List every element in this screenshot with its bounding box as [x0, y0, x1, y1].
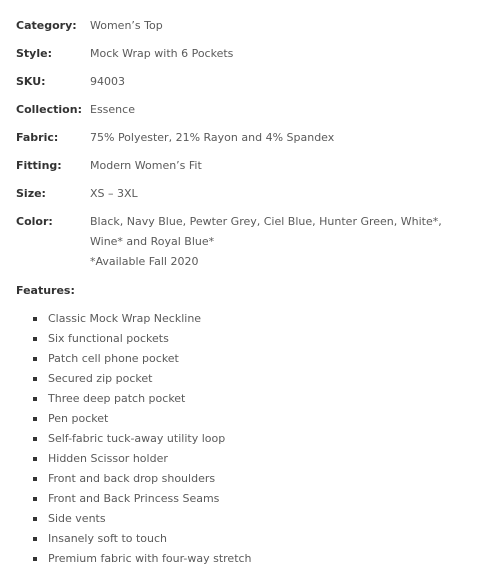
spec-row-color [16, 212, 477, 272]
list-item: Front and Back Princess Seams [33, 489, 252, 509]
bullet-icon [33, 417, 37, 421]
spec-label: Fitting: [16, 159, 62, 172]
spec-value-color [90, 212, 477, 272]
list-item: Secured zip pocket [33, 369, 252, 389]
bullet-icon [33, 557, 37, 561]
list-item: Patch cell phone pocket [33, 349, 252, 369]
bullet-icon [33, 317, 37, 321]
spec-value: 75% Polyester, 21% Rayon and 4% Spandex [90, 131, 335, 144]
spec-row-size [16, 184, 477, 204]
spec-row-category [16, 16, 477, 36]
features-heading: Features: [16, 284, 75, 297]
bullet-icon [33, 337, 37, 341]
spec-label: Color: [16, 215, 53, 228]
spec-row-fabric [16, 128, 477, 148]
spec-label: Fabric: [16, 131, 59, 144]
list-item: Premium fabric with four-way stretch [33, 549, 252, 569]
bullet-icon [33, 457, 37, 461]
spec-value: Essence [90, 103, 135, 116]
spec-value: XS – 3XL [90, 187, 138, 200]
color-list: Black, Navy Blue, Pewter Grey, Ciel Blue, Hunter Green, White*, Wine* and Royal Blue* [90, 215, 442, 248]
list-item: Side vents [33, 509, 252, 529]
spec-value: Mock Wrap with 6 Pockets [90, 47, 234, 60]
spec-label: Collection: [16, 103, 82, 116]
bullet-icon [33, 517, 37, 521]
list-item: Six functional pockets [33, 329, 252, 349]
availability-note: *Available Fall 2020 [90, 255, 199, 268]
bullet-icon [33, 497, 37, 501]
list-item: Front and back drop shoulders [33, 469, 252, 489]
spec-row-fitting [16, 156, 477, 176]
spec-value: Modern Women’s Fit [90, 159, 202, 172]
list-item: Hidden Scissor holder [33, 449, 252, 469]
bullet-icon [33, 477, 37, 481]
spec-value: Women’s Top [90, 19, 163, 32]
spec-row-collection [16, 100, 477, 120]
list-item: Self-fabric tuck-away utility loop [33, 429, 252, 449]
spec-label: Style: [16, 47, 52, 60]
spec-label: SKU: [16, 75, 46, 88]
spec-row-sku [16, 72, 477, 92]
list-item: Insanely soft to touch [33, 529, 252, 549]
bullet-icon [33, 437, 37, 441]
bullet-icon [33, 377, 37, 381]
spec-row-style [16, 44, 477, 64]
list-item: Three deep patch pocket [33, 389, 252, 409]
spec-label: Size: [16, 187, 46, 200]
bullet-icon [33, 397, 37, 401]
list-item: Classic Mock Wrap Neckline [33, 309, 252, 329]
features-list [33, 309, 252, 569]
bullet-icon [33, 537, 37, 541]
list-item: Pen pocket [33, 409, 252, 429]
spec-value: 94003 [90, 75, 125, 88]
spec-label: Category: [16, 19, 77, 32]
bullet-icon [33, 357, 37, 361]
